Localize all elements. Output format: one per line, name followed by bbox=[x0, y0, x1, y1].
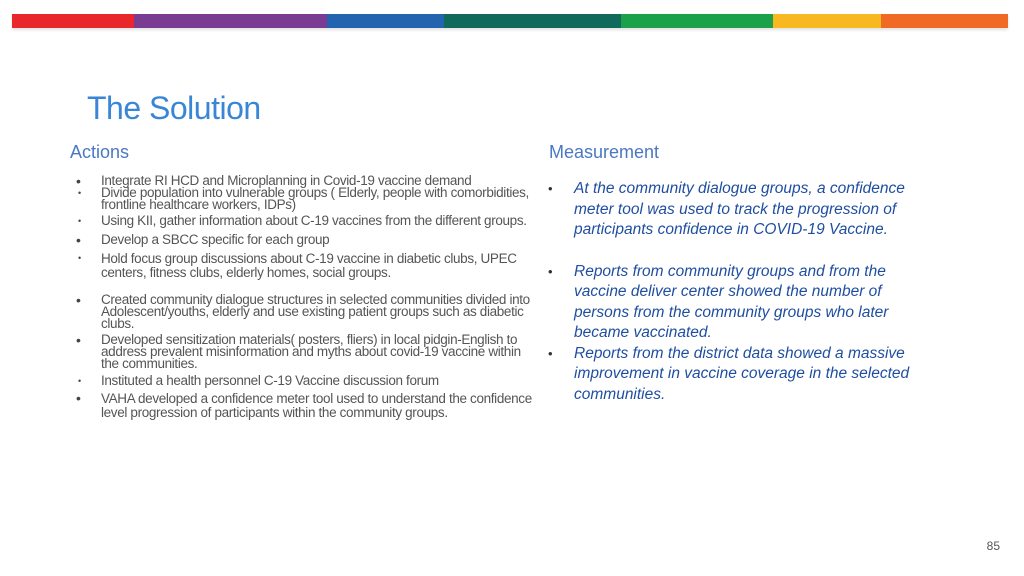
action-item-text: Developed sensitization materials( posters, fliers) in local pidgin-English to address prevalent misinformation and myths about covid-19 vaccine within the communities. bbox=[101, 332, 521, 371]
action-item bbox=[76, 184, 538, 212]
action-item-text: Integrate RI HCD and Microplanning in Covid-19 vaccine demand bbox=[101, 173, 472, 188]
page-number: 85 bbox=[986, 539, 1000, 553]
action-item-text: Instituted a health personnel C-19 Vaccine discussion forum bbox=[101, 372, 439, 388]
bullet-icon: • bbox=[76, 291, 81, 308]
bullet-icon: • bbox=[78, 187, 81, 198]
bullet-icon: • bbox=[76, 173, 81, 189]
slide-title: The Solution bbox=[87, 90, 261, 126]
measurement-item bbox=[548, 344, 928, 406]
color-segment-yellow bbox=[773, 14, 881, 28]
actions-heading: Actions bbox=[70, 142, 130, 162]
action-item-text: Divide population into vulnerable groups ( Elderly, people with comorbidities, frontline healthcare workers, IDPs) bbox=[101, 184, 529, 212]
bullet-icon: • bbox=[548, 345, 553, 361]
measurement-list bbox=[548, 179, 928, 405]
measurement-item-text: Reports from the district data showed a massive improvement in vaccine coverage in the selected communities. bbox=[574, 344, 910, 403]
action-item-text: VAHA developed a confidence meter tool used to understand the confidence level progression of participants within the community groups. bbox=[101, 390, 532, 421]
measurement-item-text: At the community dialogue groups, a confidence meter tool was used to track the progression of participants confidence in COVID-19 Vaccine. bbox=[574, 180, 905, 238]
bullet-icon: • bbox=[76, 332, 81, 349]
measurement-heading: Measurement bbox=[549, 142, 660, 162]
measurement-item-text: Reports from community groups and from the vaccine deliver center showed the number of persons from the community groups who later became vaccinated. bbox=[574, 262, 889, 341]
action-item bbox=[76, 334, 538, 369]
bullet-icon: • bbox=[78, 216, 81, 227]
action-item bbox=[76, 215, 538, 227]
bullet-icon: • bbox=[78, 375, 81, 386]
action-item bbox=[76, 291, 538, 331]
bullet-icon: • bbox=[548, 181, 553, 196]
actions-list bbox=[76, 173, 538, 421]
color-segment-green bbox=[621, 14, 773, 28]
action-item bbox=[76, 389, 538, 421]
action-item bbox=[76, 252, 538, 281]
color-segment-purple bbox=[134, 14, 327, 28]
action-item-text: Develop a SBCC specific for each group bbox=[101, 232, 330, 248]
header-color-bar bbox=[12, 14, 1008, 28]
bullet-icon: • bbox=[76, 232, 81, 249]
action-item bbox=[76, 232, 538, 249]
action-item-text: Using KII, gather information about C-19 vaccines from the different groups. bbox=[101, 213, 527, 229]
color-segment-blue bbox=[327, 14, 444, 28]
bullet-icon: • bbox=[548, 263, 553, 279]
bullet-icon: • bbox=[76, 389, 81, 406]
color-segment-dark-green bbox=[444, 14, 621, 28]
measurement-item bbox=[548, 179, 928, 241]
color-segment-orange bbox=[881, 14, 1008, 28]
bullet-icon: • bbox=[78, 252, 81, 263]
color-segment-red bbox=[12, 14, 134, 28]
measurement-item bbox=[548, 262, 928, 344]
action-item bbox=[76, 372, 538, 388]
action-item-text: Hold focus group discussions about C-19 vaccine in diabetic clubs, UPEC centers, fitness clubs, elderly homes, social groups. bbox=[101, 250, 517, 281]
action-item-text: Created community dialogue structures in selected communities divided into Adolescent/youths, elderly and use existing patient groups such as diabetic clubs. bbox=[101, 291, 530, 331]
